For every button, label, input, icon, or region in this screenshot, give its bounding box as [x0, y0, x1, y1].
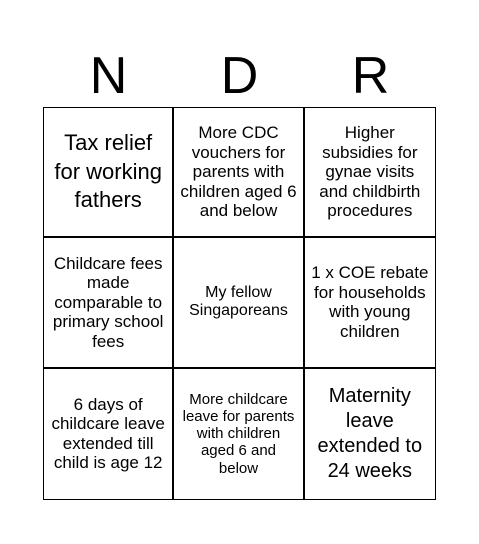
bingo-cell[interactable]: More childcare leave for parents with children aged 6 and below	[174, 369, 304, 499]
header-letter-r: R	[351, 47, 390, 105]
bingo-grid	[43, 107, 436, 500]
bingo-cell[interactable]: Maternity leave extended to 24 weeks	[317, 384, 423, 482]
bingo-cell[interactable]: 6 days of childcare leave extended till child is age 12	[44, 369, 174, 499]
bingo-cell[interactable]: Higher subsidies for gynae visits and childbirth procedures	[305, 108, 435, 238]
header-letter-d: D	[220, 47, 259, 105]
bingo-header	[43, 46, 436, 106]
header-letter-n: N	[89, 47, 128, 105]
bingo-cell[interactable]: 1 x COE rebate for households with young children	[305, 238, 435, 368]
bingo-cell[interactable]: More CDC vouchers for parents with children aged 6 and below	[174, 108, 304, 238]
bingo-cell[interactable]: Childcare fees made comparable to primary school fees	[44, 238, 174, 368]
bingo-cell-free-space[interactable]: My fellow Singaporeans	[174, 238, 304, 368]
bingo-cell[interactable]: Tax relief for working fathers	[44, 108, 174, 238]
